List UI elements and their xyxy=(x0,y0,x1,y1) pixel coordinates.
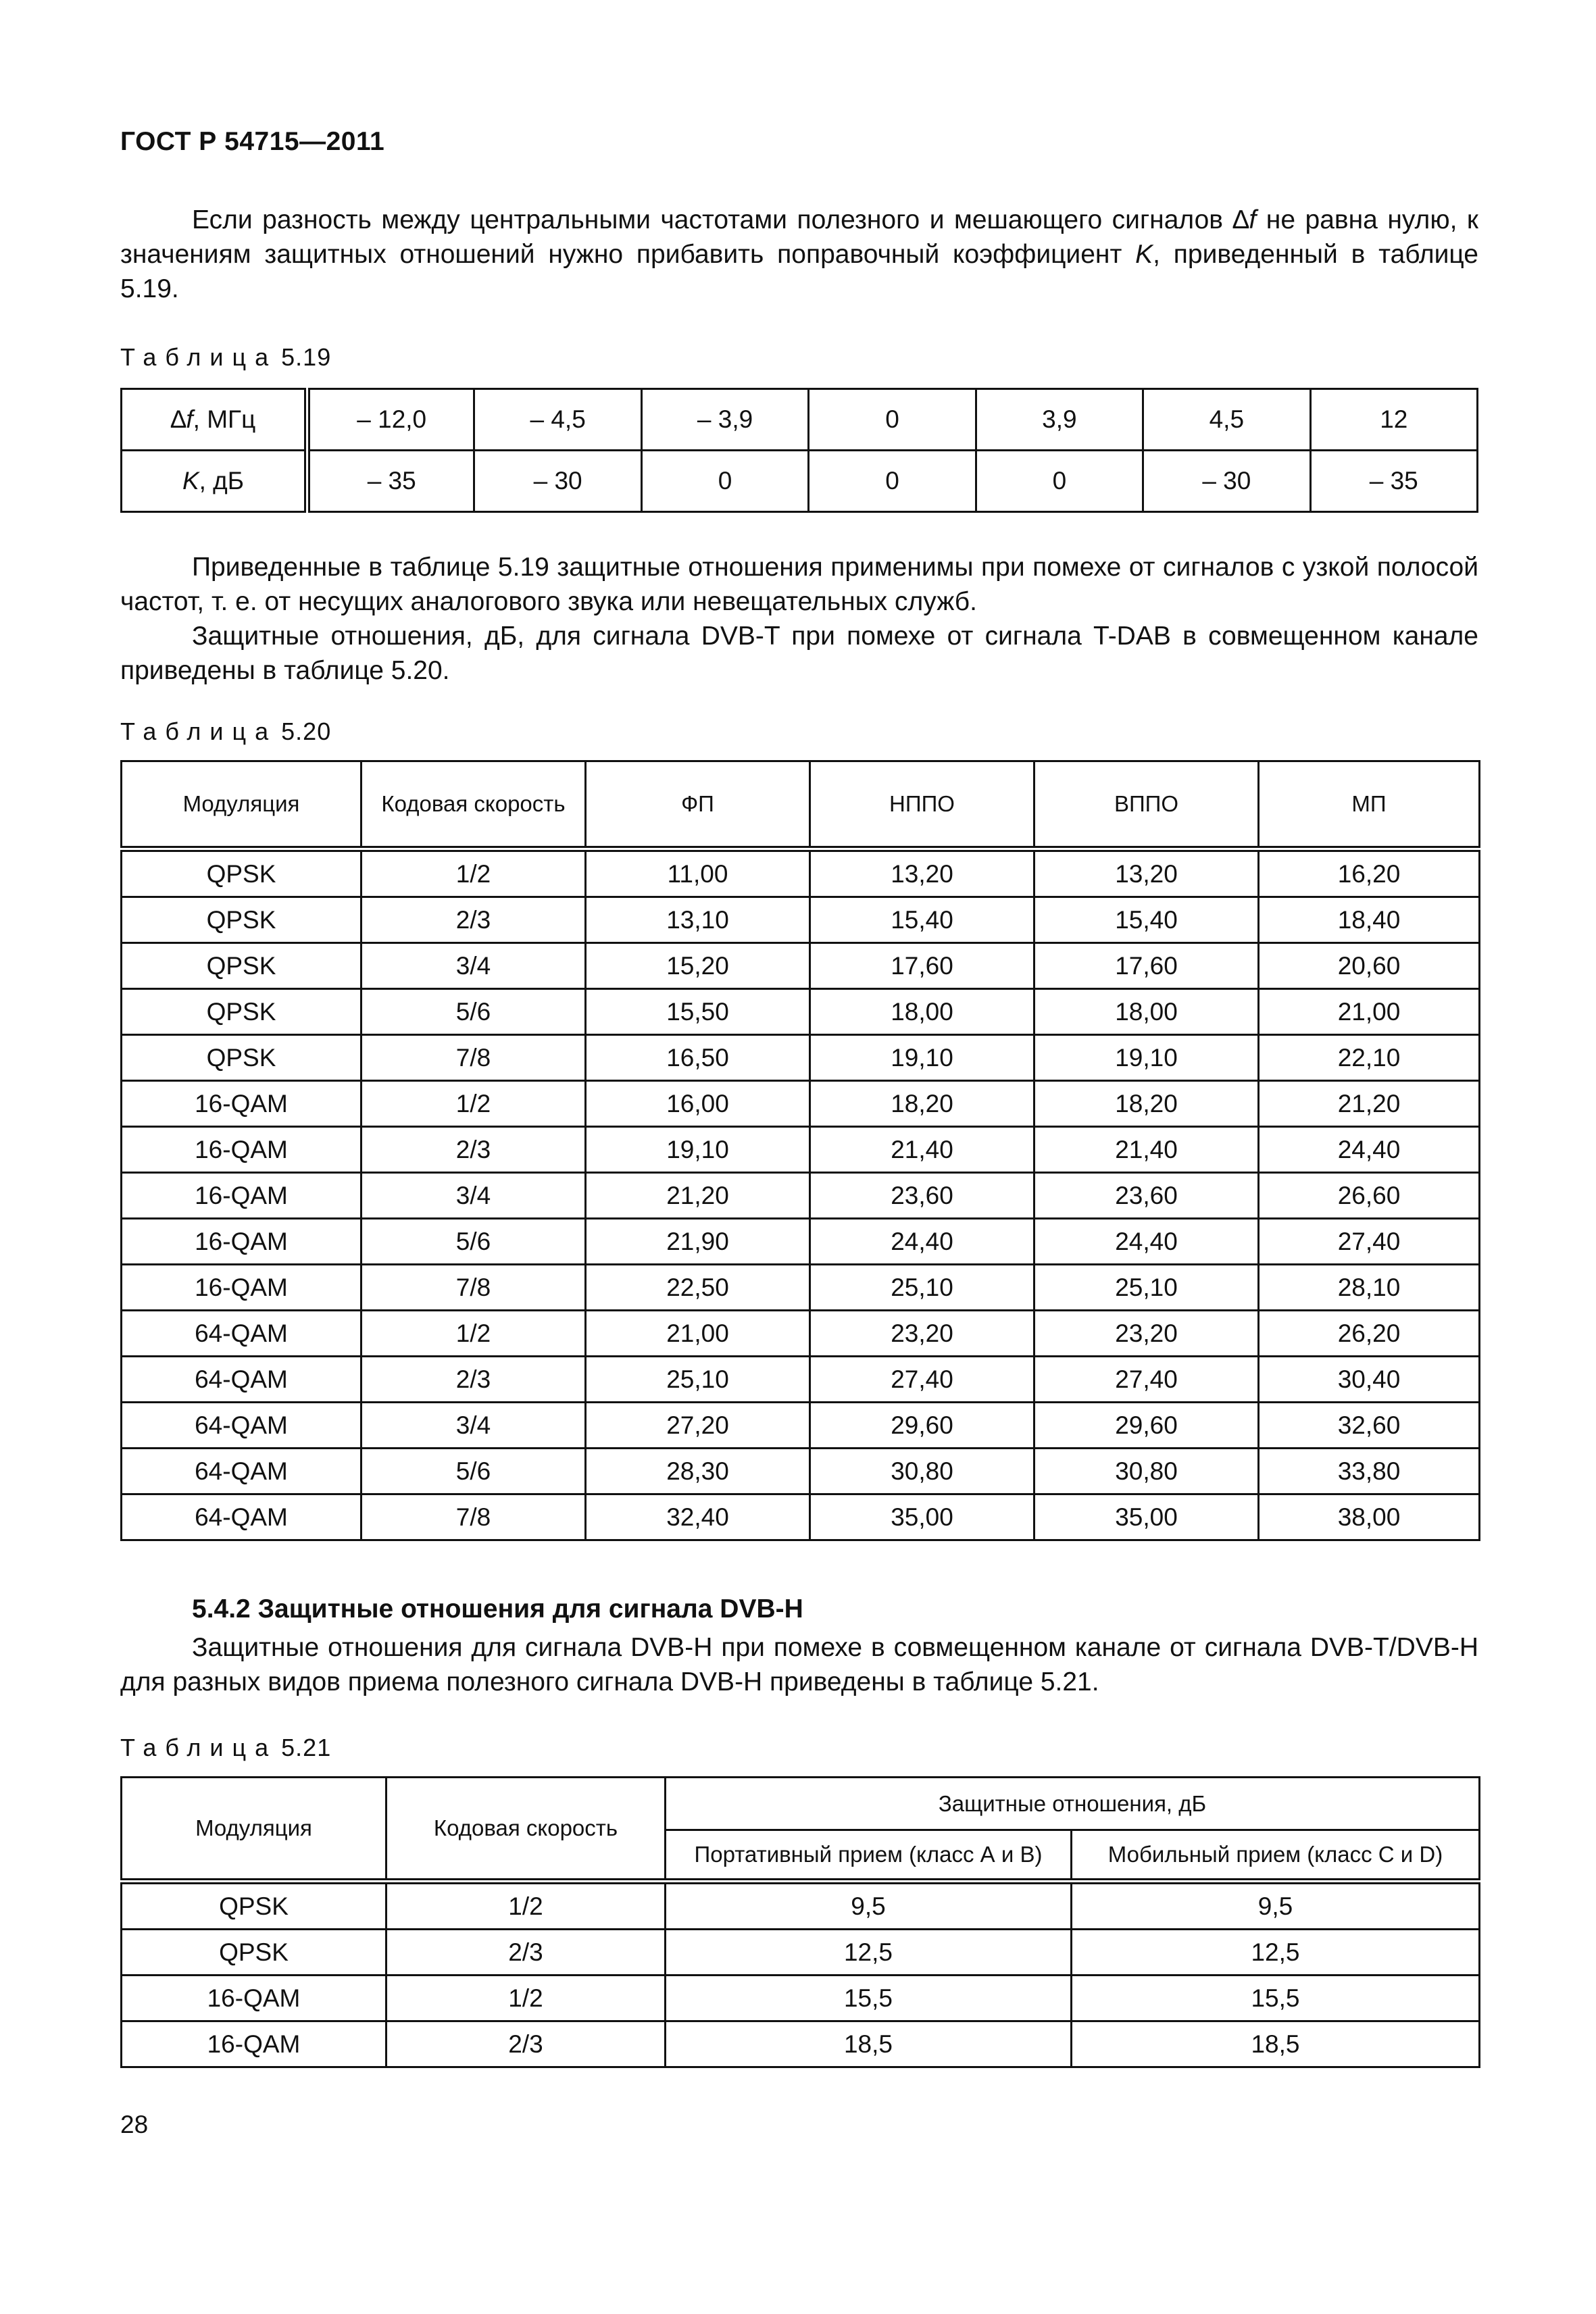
table-cell: 12 xyxy=(1310,389,1477,451)
table-row xyxy=(122,897,1480,943)
table-cell: 1/2 xyxy=(361,1311,586,1357)
column-header-portable: Портативный прием (класс А и В) xyxy=(666,1830,1072,1882)
column-header-modulation: Модуляция xyxy=(122,1778,386,1882)
table-cell: 26,20 xyxy=(1259,1311,1480,1357)
table-cell: QPSK xyxy=(122,1930,386,1976)
table-cell: 35,00 xyxy=(810,1494,1034,1540)
table-cell: 16-QAM xyxy=(122,1173,361,1219)
table-5-19 xyxy=(120,388,1478,513)
table-row xyxy=(122,1357,1480,1403)
table-cell: 22,10 xyxy=(1259,1035,1480,1081)
table-row xyxy=(122,1265,1480,1311)
table-row xyxy=(122,451,1478,512)
table-cell: 16-QAM xyxy=(122,1219,361,1265)
table-cell: 18,00 xyxy=(810,989,1034,1035)
table-cell: 0 xyxy=(809,389,976,451)
table-cell: 5/6 xyxy=(361,1449,586,1494)
table-cell: 7/8 xyxy=(361,1035,586,1081)
table-cell: 16-QAM xyxy=(122,2021,386,2067)
table-cell: 27,40 xyxy=(810,1357,1034,1403)
table-cell: – 30 xyxy=(474,451,641,512)
table-cell: 15,5 xyxy=(1072,1976,1480,2021)
table-cell: 2/3 xyxy=(361,1357,586,1403)
table-cell: 30,80 xyxy=(810,1449,1034,1494)
table-cell: 38,00 xyxy=(1259,1494,1480,1540)
table-cell: – 4,5 xyxy=(474,389,641,451)
table-cell: 16,50 xyxy=(586,1035,810,1081)
table-cell: 30,40 xyxy=(1259,1357,1480,1403)
table-cell: 16-QAM xyxy=(122,1127,361,1173)
column-header-mobile: Мобильный прием (класс С и D) xyxy=(1072,1830,1480,1882)
table-cell: 28,30 xyxy=(586,1449,810,1494)
table-cell: 9,5 xyxy=(1072,1882,1480,1930)
table-cell: 5/6 xyxy=(361,989,586,1035)
table-cell: 13,10 xyxy=(586,897,810,943)
table-row xyxy=(122,1494,1480,1540)
table-cell: 21,20 xyxy=(586,1173,810,1219)
table-row xyxy=(122,1127,1480,1173)
table-cell: – 35 xyxy=(1310,451,1477,512)
table-cell: 15,40 xyxy=(1034,897,1259,943)
table-cell: 64-QAM xyxy=(122,1403,361,1449)
table-cell: 16-QAM xyxy=(122,1265,361,1311)
table-cell: 2/3 xyxy=(386,2021,666,2067)
table-cell: QPSK xyxy=(122,849,361,897)
table-cell: 15,40 xyxy=(810,897,1034,943)
table-row xyxy=(122,1081,1480,1127)
table-cell: 15,50 xyxy=(586,989,810,1035)
table-cell: 16-QAM xyxy=(122,1081,361,1127)
table-cell: 26,60 xyxy=(1259,1173,1480,1219)
table-row xyxy=(122,1173,1480,1219)
table-cell: 18,00 xyxy=(1034,989,1259,1035)
row-label-delta-f: ∆f, МГц xyxy=(122,389,307,451)
table-cell: 18,20 xyxy=(810,1081,1034,1127)
table-cell: 1/2 xyxy=(386,1976,666,2021)
table-cell: 25,10 xyxy=(810,1265,1034,1311)
table-cell: QPSK xyxy=(122,989,361,1035)
table-cell: 24,40 xyxy=(1034,1219,1259,1265)
table-cell: 33,80 xyxy=(1259,1449,1480,1494)
table-row xyxy=(122,1403,1480,1449)
table-row xyxy=(122,989,1480,1035)
table-cell: 7/8 xyxy=(361,1494,586,1540)
table-cell: 1/2 xyxy=(361,849,586,897)
table-cell: 17,60 xyxy=(1034,943,1259,989)
table-cell: – 3,9 xyxy=(641,389,808,451)
table-cell: 2/3 xyxy=(361,1127,586,1173)
table-cell: 21,00 xyxy=(1259,989,1480,1035)
table-5-20-caption: Таблица 5.20 xyxy=(120,718,332,745)
table-body xyxy=(122,849,1480,1540)
table-cell: 15,5 xyxy=(666,1976,1072,2021)
table-cell: 19,10 xyxy=(586,1127,810,1173)
table-row xyxy=(122,1976,1480,2021)
table-cell: 16,20 xyxy=(1259,849,1480,897)
section-heading: 5.4.2 Защитные отношения для сигнала DVB-H xyxy=(192,1594,803,1624)
table-body xyxy=(122,1882,1480,2067)
table-cell: 1/2 xyxy=(386,1882,666,1930)
table-cell: QPSK xyxy=(122,897,361,943)
table-header-row xyxy=(122,1778,1480,1830)
table-cell: 29,60 xyxy=(810,1403,1034,1449)
table-cell: – 35 xyxy=(307,451,474,512)
table-cell: 5/6 xyxy=(361,1219,586,1265)
table-cell: 0 xyxy=(641,451,808,512)
table-cell: 21,40 xyxy=(1034,1127,1259,1173)
table-cell: 13,20 xyxy=(810,849,1034,897)
table-cell: 21,20 xyxy=(1259,1081,1480,1127)
table-cell: 3/4 xyxy=(361,1173,586,1219)
table-5-21-caption: Таблица 5.21 xyxy=(120,1734,332,1761)
table-row xyxy=(122,389,1478,451)
table-cell: 27,40 xyxy=(1259,1219,1480,1265)
table-row xyxy=(122,1449,1480,1494)
table-cell: 24,40 xyxy=(1259,1127,1480,1173)
table-cell: 23,20 xyxy=(1034,1311,1259,1357)
table-cell: QPSK xyxy=(122,1882,386,1930)
table-cell: 15,20 xyxy=(586,943,810,989)
row-label-k: K, дБ xyxy=(122,451,307,512)
table-cell: – 12,0 xyxy=(307,389,474,451)
table-cell: 64-QAM xyxy=(122,1449,361,1494)
table-cell: 21,40 xyxy=(810,1127,1034,1173)
table-cell: 23,60 xyxy=(1034,1173,1259,1219)
page-number: 28 xyxy=(120,2111,149,2138)
table-cell: 19,10 xyxy=(810,1035,1034,1081)
table-cell: 9,5 xyxy=(666,1882,1072,1930)
table-cell: 25,10 xyxy=(1034,1265,1259,1311)
table-cell: 20,60 xyxy=(1259,943,1480,989)
table-cell: 12,5 xyxy=(1072,1930,1480,1976)
table-cell: 7/8 xyxy=(361,1265,586,1311)
column-header: Модуляция xyxy=(122,761,361,849)
table-cell: QPSK xyxy=(122,943,361,989)
table-row xyxy=(122,1930,1480,1976)
table-header-row xyxy=(122,761,1480,849)
table-cell: 0 xyxy=(976,451,1143,512)
table-cell: 32,60 xyxy=(1259,1403,1480,1449)
table-cell: 21,90 xyxy=(586,1219,810,1265)
table-row xyxy=(122,1219,1480,1265)
table-cell: 13,20 xyxy=(1034,849,1259,897)
table-cell: 12,5 xyxy=(666,1930,1072,1976)
table-row xyxy=(122,1882,1480,1930)
table-cell: 23,20 xyxy=(810,1311,1034,1357)
table-cell: 18,5 xyxy=(1072,2021,1480,2067)
table-cell: 32,40 xyxy=(586,1494,810,1540)
table-cell: 24,40 xyxy=(810,1219,1034,1265)
table-cell: 2/3 xyxy=(386,1930,666,1976)
table-cell: 18,5 xyxy=(666,2021,1072,2067)
table-row xyxy=(122,849,1480,897)
table-cell: 16,00 xyxy=(586,1081,810,1127)
table-cell: 18,20 xyxy=(1034,1081,1259,1127)
table-cell: 29,60 xyxy=(1034,1403,1259,1449)
table-cell: 35,00 xyxy=(1034,1494,1259,1540)
table-cell: 21,00 xyxy=(586,1311,810,1357)
table-cell: 11,00 xyxy=(586,849,810,897)
column-group-header: Защитные отношения, дБ xyxy=(666,1778,1480,1830)
column-header: ФП xyxy=(586,761,810,849)
paragraph-intro: Если разность между центральными частотами полезного и мешающего сигналов ∆f не равна нулю, к значениям защитных отношений нужно прибавить поправочный коэффициент K, приведенный в таблице 5.19. xyxy=(120,205,1478,303)
table-cell: – 30 xyxy=(1143,451,1310,512)
column-header: ВППО xyxy=(1034,761,1259,849)
table-cell: 0 xyxy=(809,451,976,512)
table-cell: 30,80 xyxy=(1034,1449,1259,1494)
column-header: Кодовая скорость xyxy=(361,761,586,849)
table-cell: 28,10 xyxy=(1259,1265,1480,1311)
table-cell: QPSK xyxy=(122,1035,361,1081)
table-cell: 64-QAM xyxy=(122,1311,361,1357)
table-row xyxy=(122,2021,1480,2067)
column-header-code-rate: Кодовая скорость xyxy=(386,1778,666,1882)
paragraph-dvbh: Защитные отношения для сигнала DVB-H при помехе в совмещенном канале от сигнала DVB-T/DVB-H для разных видов приема полезного сигнала DVB-H приведены в таблице 5.21. xyxy=(120,1633,1478,1696)
table-cell: 16-QAM xyxy=(122,1976,386,2021)
table-cell: 3/4 xyxy=(361,943,586,989)
table-cell: 3,9 xyxy=(976,389,1143,451)
column-header: МП xyxy=(1259,761,1480,849)
table-cell: 22,50 xyxy=(586,1265,810,1311)
table-cell: 2/3 xyxy=(361,897,586,943)
table-cell: 25,10 xyxy=(586,1357,810,1403)
table-cell: 19,10 xyxy=(1034,1035,1259,1081)
table-5-20 xyxy=(120,760,1480,1541)
paragraph-tdab: Защитные отношения, дБ, для сигнала DVB-T при помехе от сигнала T-DAB в совмещенном канале приведены в таблице 5.20. xyxy=(120,622,1478,685)
table-cell: 18,40 xyxy=(1259,897,1480,943)
table-5-19-caption: Таблица 5.19 xyxy=(120,343,332,371)
table-row xyxy=(122,1035,1480,1081)
paragraph-narrowband: Приведенные в таблице 5.19 защитные отношения применимы при помехе от сигналов с узкой полосой частот, т. е. от несущих аналогового звука или невещательных служб. xyxy=(120,553,1478,616)
table-cell: 23,60 xyxy=(810,1173,1034,1219)
table-cell: 64-QAM xyxy=(122,1357,361,1403)
table-cell: 17,60 xyxy=(810,943,1034,989)
table-cell: 3/4 xyxy=(361,1403,586,1449)
table-cell: 64-QAM xyxy=(122,1494,361,1540)
table-cell: 4,5 xyxy=(1143,389,1310,451)
table-row xyxy=(122,943,1480,989)
table-row xyxy=(122,1311,1480,1357)
table-cell: 27,20 xyxy=(586,1403,810,1449)
standard-header: ГОСТ Р 54715—2011 xyxy=(120,127,385,156)
column-header: НППО xyxy=(810,761,1034,849)
table-cell: 1/2 xyxy=(361,1081,586,1127)
table-cell: 27,40 xyxy=(1034,1357,1259,1403)
table-5-21 xyxy=(120,1776,1480,2068)
